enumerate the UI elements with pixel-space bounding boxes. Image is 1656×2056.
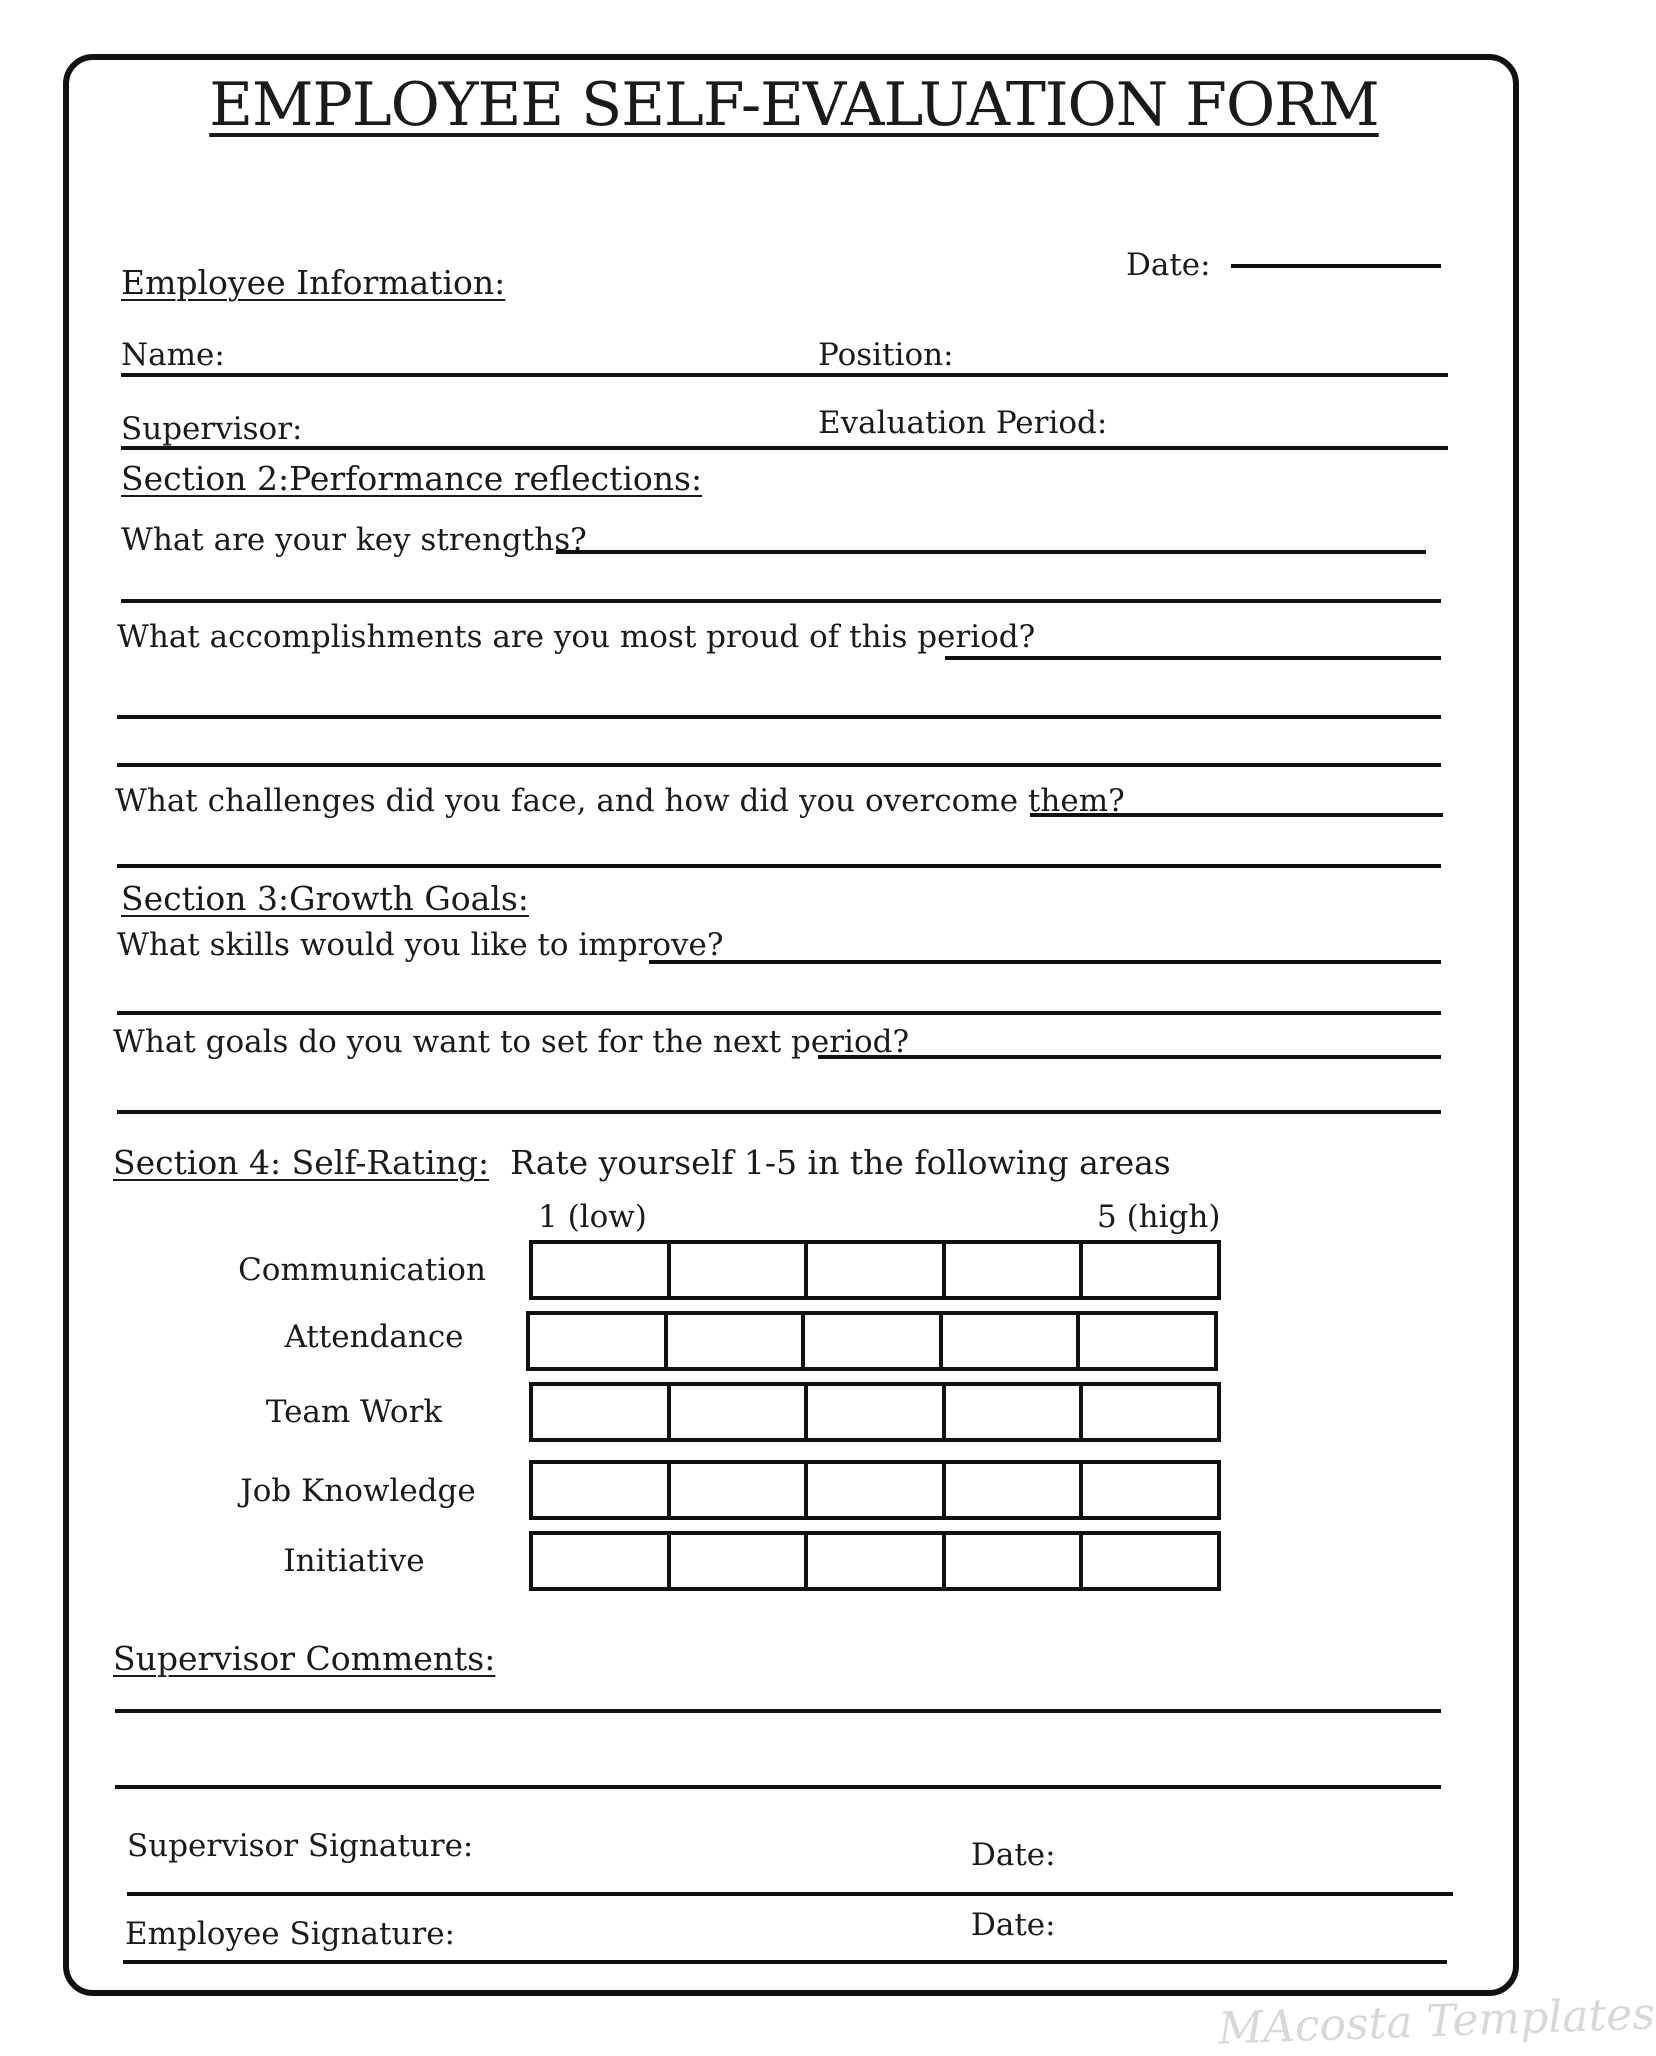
next-goals-question: What goals do you want to set for the next period?: [113, 1024, 910, 1060]
challenges-answer-line[interactable]: [1030, 813, 1443, 817]
name-position-field[interactable]: [121, 373, 1448, 377]
key-strengths-question: What are your key strengths?: [121, 522, 587, 558]
accomplishments-answer-line[interactable]: [117, 715, 1441, 719]
rating-label-team-work: Team Work: [265, 1394, 443, 1430]
skills-improve-answer-line[interactable]: [649, 960, 1441, 964]
challenges-answer-line[interactable]: [117, 864, 1441, 868]
scale-low-label: 1 (low): [538, 1199, 647, 1235]
supervisor-label: Supervisor:: [121, 411, 303, 447]
rating-row-job-knowledge: [529, 1460, 1221, 1520]
rating-box-5[interactable]: [1079, 1535, 1217, 1587]
supervisor-comments-heading: Supervisor Comments:: [113, 1639, 496, 1678]
key-strengths-answer-line[interactable]: [121, 599, 1441, 603]
skills-improve-question: What skills would you like to improve?: [117, 927, 724, 963]
rating-box-4[interactable]: [939, 1315, 1077, 1367]
next-goals-answer-line[interactable]: [818, 1055, 1441, 1059]
supervisor-signature-date-label: Date:: [971, 1837, 1056, 1873]
rating-box-3[interactable]: [804, 1464, 942, 1516]
rating-box-2[interactable]: [667, 1535, 805, 1587]
rating-row-initiative: [529, 1531, 1221, 1591]
rating-box-3[interactable]: [804, 1535, 942, 1587]
date-field[interactable]: [1231, 264, 1441, 268]
name-label: Name:: [121, 337, 225, 373]
skills-improve-answer-line[interactable]: [117, 1011, 1441, 1015]
rating-box-4[interactable]: [942, 1464, 1080, 1516]
rating-box-4[interactable]: [942, 1386, 1080, 1438]
rating-box-2[interactable]: [667, 1464, 805, 1516]
employee-signature-date-label: Date:: [971, 1907, 1056, 1943]
date-label: Date:: [1126, 247, 1211, 283]
supervisor-signature-line[interactable]: [127, 1892, 1453, 1896]
rating-row-team-work: [529, 1382, 1221, 1442]
rating-box-2[interactable]: [667, 1386, 805, 1438]
watermark-signature: MAcosta Templates: [1217, 1988, 1656, 2055]
rating-box-3[interactable]: [801, 1315, 939, 1367]
rating-box-5[interactable]: [1079, 1386, 1217, 1438]
evaluation-period-label: Evaluation Period:: [818, 405, 1108, 441]
employee-signature-label: Employee Signature:: [125, 1916, 455, 1952]
supervisor-comments-line[interactable]: [115, 1709, 1441, 1713]
form-title: EMPLOYEE SELF-EVALUATION FORM: [209, 70, 1379, 140]
section3-heading: Section 3:Growth Goals:: [121, 879, 529, 918]
rating-row-communication: [529, 1240, 1221, 1300]
rating-box-1[interactable]: [533, 1535, 667, 1587]
rating-label-initiative: Initiative: [283, 1543, 425, 1579]
rating-label-job-knowledge: Job Knowledge: [240, 1473, 476, 1509]
rating-box-4[interactable]: [942, 1535, 1080, 1587]
section2-heading: Section 2:Performance reflections:: [121, 459, 703, 498]
rating-box-1[interactable]: [533, 1464, 667, 1516]
key-strengths-answer-line[interactable]: [556, 550, 1426, 554]
rating-box-1[interactable]: [533, 1244, 667, 1296]
rating-box-2[interactable]: [667, 1244, 805, 1296]
rating-box-5[interactable]: [1079, 1244, 1217, 1296]
rating-label-communication: Communication: [238, 1252, 486, 1288]
accomplishments-question: What accomplishments are you most proud of this period?: [117, 619, 1036, 655]
rating-box-3[interactable]: [804, 1386, 942, 1438]
accomplishments-answer-line[interactable]: [945, 656, 1441, 660]
rating-box-4[interactable]: [942, 1244, 1080, 1296]
supervisor-signature-label: Supervisor Signature:: [127, 1828, 474, 1864]
position-label: Position:: [818, 337, 954, 373]
supervisor-period-field[interactable]: [121, 446, 1448, 450]
rating-box-3[interactable]: [804, 1244, 942, 1296]
employee-info-heading: Employee Information:: [121, 263, 506, 302]
challenges-question: What challenges did you face, and how did you overcome them?: [115, 783, 1125, 819]
rating-box-1[interactable]: [530, 1315, 664, 1367]
rating-row-attendance: [526, 1311, 1218, 1371]
employee-signature-line[interactable]: [123, 1960, 1447, 1964]
scale-high-label: 5 (high): [1097, 1199, 1221, 1235]
next-goals-answer-line[interactable]: [117, 1110, 1441, 1114]
rating-label-attendance: Attendance: [284, 1319, 464, 1355]
rating-box-5[interactable]: [1076, 1315, 1214, 1367]
accomplishments-answer-line[interactable]: [117, 763, 1441, 767]
section4-heading: Section 4: Self-Rating: Rate yourself 1-5 in the following areas: [113, 1143, 1171, 1182]
rating-box-5[interactable]: [1079, 1464, 1217, 1516]
section4-instruction: Rate yourself 1-5 in the following areas: [510, 1143, 1171, 1182]
rating-box-2[interactable]: [664, 1315, 802, 1367]
supervisor-comments-line[interactable]: [115, 1785, 1441, 1789]
rating-box-1[interactable]: [533, 1386, 667, 1438]
